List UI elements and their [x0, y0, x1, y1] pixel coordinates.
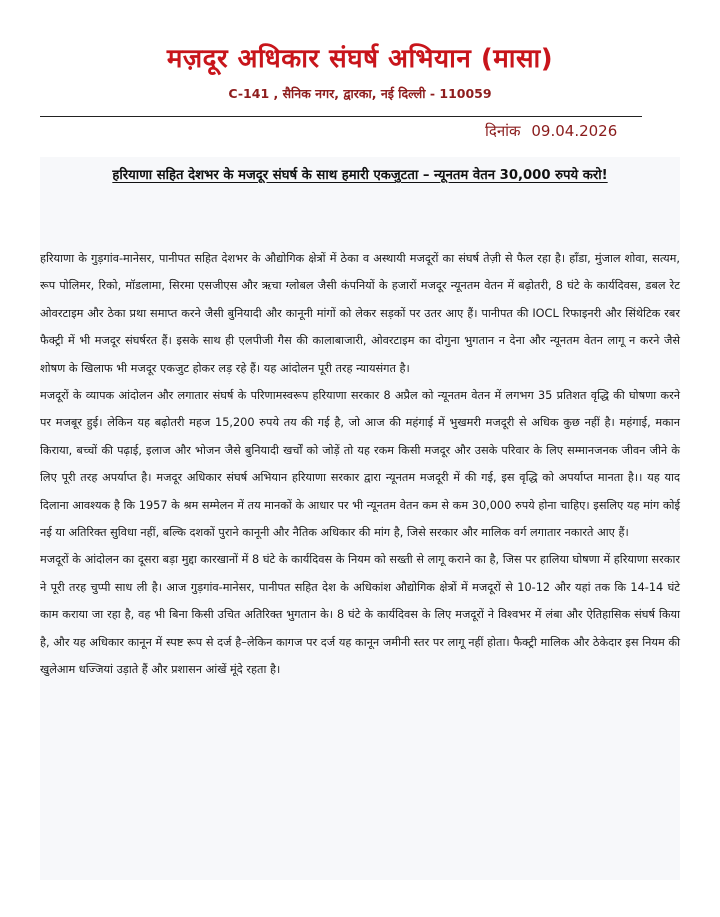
date-value: 09.04.2026 — [531, 122, 618, 140]
paragraph: हरियाणा के गुड़गांव-मानेसर, पानीपत सहित देशभर के औद्योगिक क्षेत्रों में ठेका व अस्थायी मजदूरों का संघर्ष तेज़ी से फैल रहा है। हॉंडा, मुंजाल शोवा, सत्यम, रूप पोलिमर, रिको, मॉडलामा, सिरमा एसजीएस और ऋचा ग्लोबल जैसी कंपनियों के हजारों मजदूर न्यूनतम वेतन में बढ़ोतरी, 8 घंटे के कार्यदिवस, डबल रेट ओवरटाइम और ठेका प्रथा समाप्त करने जैसी बुनियादी और कानूनी मांगों को लेकर सड़कों पर उतर आए हैं। पानीपत की IOCL रिफाइनरी और सिंथेटिक रबर फैक्ट्री में भी मजदूर संघर्षरत हैं। इसके साथ ही एलपीजी गैस की कालाबाजारी, ओवरटाइम का दोगुना भुगतान न देना और न्यूनतम वेतन लागू न करने जैसे शोषण के खिलाफ भी मजदूर एकजुट होकर लड़ रहे हैं। यह आंदोलन पूरी तरह न्यायसंगत है। — [40, 252, 680, 375]
organization-address: C-141 , सैनिक नगर, द्वारका, नई दिल्ली - 110059 — [228, 86, 492, 101]
paragraph: मजदूरों के व्यापक आंदोलन और लगातार संघर्ष के परिणामस्वरूप हरियाणा सरकार 8 अप्रैल को न्यूनतम वेतन में लगभग 35 प्रतिशत वृद्धि की घोषणा करने पर मजबूर हुई। लेकिन यह बढ़ोतरी महज 15,200 रुपये तय की गई है, जो आज की महंगाई में भुखमरी मजदूरी से अधिक कुछ नहीं है। महंगाई, मकान किराया, बच्चों की पढ़ाई, इलाज और भोजन जैसे बुनियादी खर्चों को जोड़ें तो यह रकम किसी मजदूर और उसके परिवार के लिए सम्मानजनक जीवन जीने के लिए पूरी तरह अपर्याप्त है। मजदूर अधिकार संघर्ष अभियान हरियाणा सरकार द्वारा न्यूनतम मजदूरी में की गई, इस वृद्धि को अपर्याप्त मानता है।। यह याद दिलाना आवश्यक है कि 1957 के श्रम सम्मेलन में तय मानकों के आधार पर भी न्यूनतम वेतन कम से कम 30,000 रुपये होना चाहिए। इसलिए यह मांग कोई नई या अतिरिक्त सुविधा नहीं, बल्कि दशकों पुराने कानूनी और नैतिक अधिकार की मांग है, जिसे सरकार और मालिक वर्ग लगातार नकारते आए हैं। — [40, 389, 680, 540]
article-block — [40, 157, 680, 880]
article-body — [40, 245, 680, 684]
paragraph: मजदूरों के आंदोलन का दूसरा बड़ा मुद्दा कारखानों में 8 घंटे के कार्यदिवस के नियम को सख्ती से लागू कराने का है, जिस पर हालिया घोषणा में हरियाणा सरकार ने पूरी तरह चुप्पी साध ली है। आज गुड़गांव-मानेसर, पानीपत सहित देश के अधिकांश औद्योगिक क्षेत्रों में मजदूरों से 10-12 और यहां तक कि 14-14 घंटे काम कराया जा रहा है, वह भी बिना किसी उचित अतिरिक्त भुगतान के। 8 घंटे के कार्यदिवस के लिए मजदूरों ने विश्वभर में लंबा और ऐतिहासिक संघर्ष किया है, और यह अधिकार कानून में स्पष्ट रूप से दर्ज है–लेकिन कागज पर दर्ज यह कानून जमीनी स्तर पर लागू नहीं होता। फैक्ट्री मालिक और ठेकेदार इस नियम की खुलेआम धज्जियां उड़ाते हैं और प्रशासन आंखें मूंदे रहता है। — [40, 553, 680, 677]
date-label: दिनांक — [485, 122, 521, 140]
header-divider — [40, 116, 642, 117]
organization-name: मज़दूर अधिकार संघर्ष अभियान (मासा) — [166, 44, 554, 74]
article-headline: हरियाणा सहित देशभर के मजदूर संघर्ष के साथ हमारी एकजुटता – न्यूनतम वेतन 30,000 रुपये करो! — [112, 168, 608, 183]
date-line — [485, 120, 617, 142]
